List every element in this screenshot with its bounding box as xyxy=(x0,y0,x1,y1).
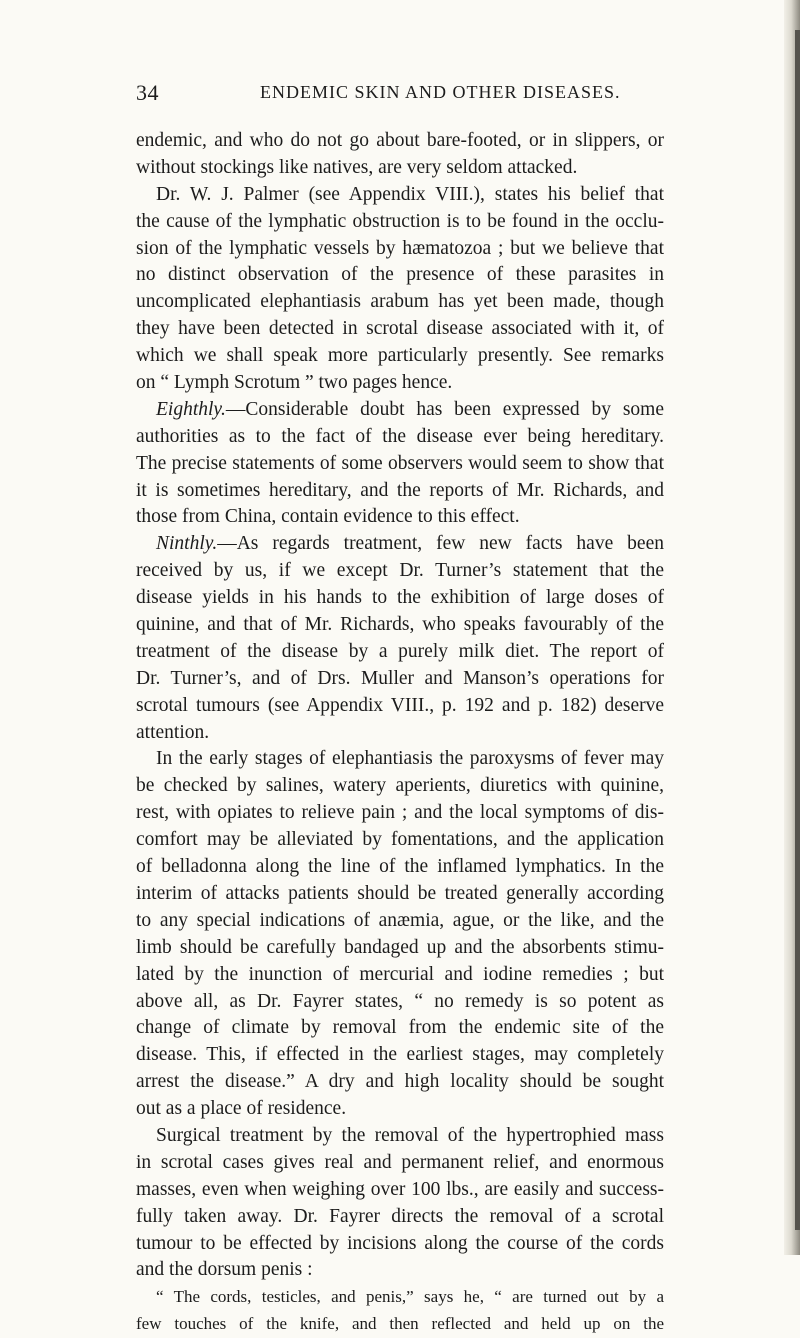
text-line: attention. xyxy=(136,721,210,743)
text-line: The precise statements of some observers would seem to show that xyxy=(136,452,664,474)
text-line: Surgical treatment by the removal of the hypertrophied mass xyxy=(156,1124,664,1146)
page-number: 34 xyxy=(136,80,159,105)
text-line: endemic, and who do not go about bare-footed, or in slippers, or xyxy=(136,130,664,151)
text-line: and the dorsum penis : xyxy=(136,1259,313,1281)
quote-line: few touches of the knife, and then reflected and held up on the xyxy=(136,1314,664,1334)
text-line: tumour to be effected by incisions along the course of the cords xyxy=(136,1232,664,1254)
text-line: disease. This, if effected in the earliest stages, may completely xyxy=(136,1044,664,1066)
text-line: they have been detected in scrotal disease associated with it, of xyxy=(136,318,664,340)
text-line: of belladonna along the line of the inflamed lymphatics. In the xyxy=(136,856,664,878)
text-line: limb should be carefully bandaged up and the absorbents stimu- xyxy=(136,936,664,958)
text-line: comfort may be alleviated by fomentations, and the application xyxy=(136,829,664,851)
text-line: those from China, contain evidence to this effect. xyxy=(136,506,520,528)
text-line: received by us, if we except Dr. Turner’s statement that the xyxy=(136,560,664,582)
text-line: disease yields in his hands to the exhibition of large doses of xyxy=(136,587,664,609)
running-head: ENDEMIC SKIN AND OTHER DISEASES. xyxy=(260,82,621,102)
text-line: be checked by salines, watery aperients, diuretics with quinine, xyxy=(136,775,664,797)
text-line: lated by the inunction of mercurial and iodine remedies ; but xyxy=(136,963,664,985)
text-line: treatment of the disease by a purely milk diet. The report of xyxy=(136,640,664,662)
text-line: masses, even when weighing over 100 lbs., are easily and success- xyxy=(136,1178,664,1200)
text-line: Dr. W. J. Palmer (see Appendix VIII.), states his belief that xyxy=(156,183,664,205)
text-line: quinine, and that of Mr. Richards, who speaks favourably of the xyxy=(136,614,664,636)
text-line: Eighthly.—Considerable doubt has been expressed by some xyxy=(156,398,664,420)
block-quote xyxy=(136,1284,664,1338)
text-line: out as a place of residence. xyxy=(136,1098,347,1120)
page-header xyxy=(136,80,686,108)
text-line: arrest the disease.” A dry and high locality should be sought xyxy=(136,1071,664,1093)
text-line: rest, with opiates to relieve pain ; and the local symptoms of dis- xyxy=(136,802,664,824)
text-line: without stockings like natives, are very seldom attacked. xyxy=(136,156,578,178)
text-line: Ninthly.—As regards treatment, few new facts have been xyxy=(156,533,664,555)
text-line: Dr. Turner’s, and of Drs. Muller and Manson’s operations for xyxy=(136,667,664,689)
text-line: change of climate by removal from the endemic site of the xyxy=(136,1017,664,1039)
text-line: above all, as Dr. Fayrer states, “ no remedy is so potent as xyxy=(136,990,664,1012)
text-line: fully taken away. Dr. Fayrer directs the removal of a scrotal xyxy=(136,1205,664,1227)
text-line: no distinct observation of the presence of these parasites in xyxy=(136,264,664,286)
text-line: authorities as to the fact of the disease ever being hereditary. xyxy=(136,425,664,447)
body-text xyxy=(136,128,664,1338)
quote-line: “ The cords, testicles, and penis,” says he, “ are turned out by a xyxy=(156,1287,664,1307)
text-line: which we shall speak more particularly presently. See remarks xyxy=(136,345,664,367)
text-line: uncomplicated elephantiasis arabum has yet been made, though xyxy=(136,291,664,313)
text-line: In the early stages of elephantiasis the paroxysms of fever may xyxy=(156,748,664,770)
text-line: it is sometimes hereditary, and the reports of Mr. Richards, and xyxy=(136,479,664,501)
text-line: in scrotal cases gives real and permanent relief, and enormous xyxy=(136,1151,664,1173)
text-line: on “ Lymph Scrotum ” two pages hence. xyxy=(136,372,453,394)
text-line: the cause of the lymphatic obstruction is to be found in the occlu- xyxy=(136,210,664,232)
text-line: interim of attacks patients should be treated generally according xyxy=(136,882,664,904)
text-line: sion of the lymphatic vessels by hæmatozoa ; but we believe that xyxy=(136,237,664,259)
text-line: to any special indications of anæmia, ague, or the like, and the xyxy=(136,909,664,931)
text-line: scrotal tumours (see Appendix VIII., p. 192 and p. 182) deserve xyxy=(136,694,664,716)
page-edge-shadow xyxy=(795,30,800,1230)
